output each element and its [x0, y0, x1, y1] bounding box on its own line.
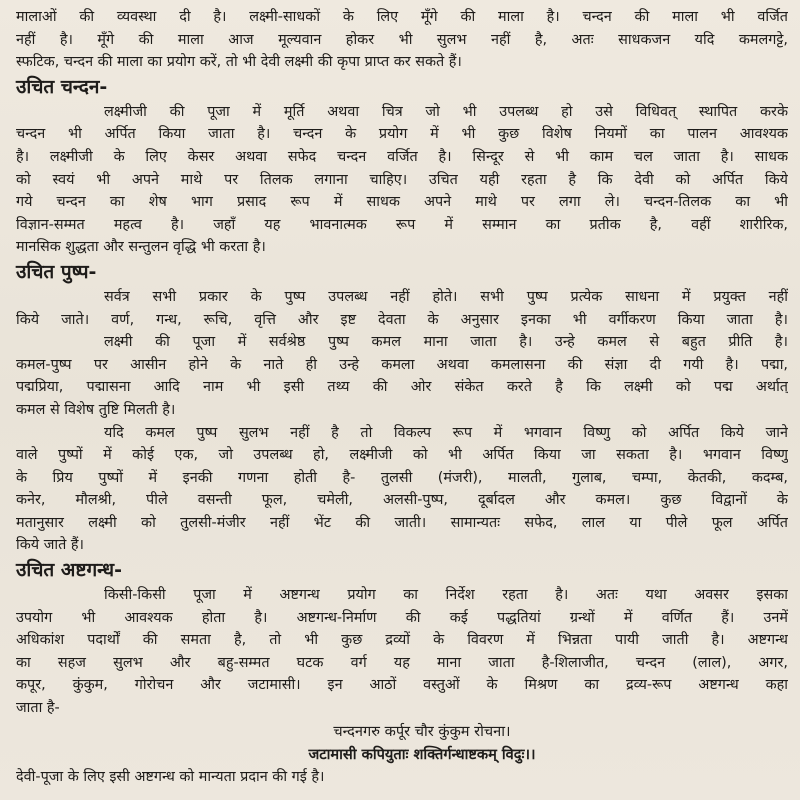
text-line: किये जाते। वर्ण, गन्ध, रूचि, वृत्ति और इष्ट देवता के अनुसार इनका भी वर्गीकरण किया जाता है।: [16, 311, 788, 328]
verse-line: जटामासी कपियुताः शक्तिर्गन्धाष्टकम् विदुः।।: [308, 745, 536, 763]
section-heading-chandan: उचित चन्दन-: [16, 75, 108, 98]
text-line: स्फटिक, चन्दन की माला का प्रयोग करें, तो भी देवी लक्ष्मी की कृपा प्राप्त कर सकते हैं।: [16, 54, 462, 71]
text-line: लक्ष्मीजी की पूजा में मूर्ति अथवा चित्र जो भी उपलब्ध हो उसे विधिवत् स्थापित करके: [104, 103, 788, 120]
text-line: गये चन्दन का शेष भाग प्रसाद रूप में साधक अपने माथे पर लगा ले। चन्दन-तिलक का भी: [16, 194, 788, 211]
text-line: किये जाते हैं।: [16, 537, 84, 554]
text-line: अधिकांश पदार्थों की समता है, तो भी कुछ द्रव्यों के विवरण में भिन्नता पायी जाती है। अष्टगन्ध: [16, 632, 788, 649]
sanskrit-verse: [16, 720, 788, 766]
text-line: किसी-किसी पूजा में अष्टगन्ध प्रयोग का निर्देश रहता है। अतः यथा अवसर इसका: [104, 587, 788, 604]
paragraph-chandan: [16, 101, 788, 259]
text-line: कनेर, मौलश्री, पीले वसन्ती फूल, चमेली, अलसी-पुष्प, दूर्बादल और कमल। कुछ विद्वानों के: [16, 492, 788, 509]
section-heading-pushp: उचित पुष्प-: [16, 260, 97, 283]
text-line: मालाओं की व्यवस्था दी है। लक्ष्मी-साधकों के लिए मूँगे की माला है। चन्दन की माला भी वर्जित: [16, 9, 788, 25]
text-line: चन्दन भी अर्पित किया जाता है। चन्दन के प्रयोग में भी कुछ विशेष नियमों का पालन आवश्यक: [16, 126, 788, 143]
text-line: है। लक्ष्मीजी के लिए केसर अथवा सफेद चन्दन वर्जित है। सिन्दूर से भी काम चल जाता है। साधक: [16, 148, 788, 165]
text-line: यदि कमल पुष्प सुलभ नहीं है तो विकल्प रूप में भगवान विष्णु को अर्पित किये जाने: [104, 424, 788, 441]
section-heading-ashtagandh: उचित अष्टगन्ध-: [16, 559, 122, 582]
text-line: लक्ष्मी की पूजा में सर्वश्रेष्ठ पुष्प कमल माना जाता है। उन्हे कमल से बहुत प्रीति है।: [104, 334, 788, 351]
text-line: पद्मप्रिया, पद्मासना आदि नाम भी इसी तथ्य की ओर संकेत करते है कि लक्ष्मी को पद्म अर्थात्: [16, 379, 788, 396]
verse-line: चन्दनगरु कर्पूर चौर कुंकुम रोचना।: [333, 722, 511, 740]
text-line: मतानुसार लक्ष्मी को तुलसी-मंजीर नहीं भेंट की जाती। सामान्यतः सफेद, लाल या पीले फूल अर्पित: [16, 514, 788, 531]
text-line: का सहज सुलभ और बहु-सम्मत घटक वर्ग यह माना जाता है-शिलाजीत, चन्दन (लाल), अगर,: [16, 654, 788, 671]
text-line: नहीं है। मूँगे की माला आज मूल्यवान होकर भी सुलभ नहीं है, अतः साधकजन यदि कमलगट्टे,: [16, 31, 788, 48]
text-line: के प्रिय पुष्पों में इनकी गणना होती है- तुलसी (मंजरी), मालती, गुलाब, चम्पा, केतकी, कदम्ब,: [16, 469, 788, 486]
text-line: जाता है-: [16, 700, 60, 717]
text-line: को स्वयं भी अपने माथे पर तिलक लगाना चाहिए। उचित यही रहता है कि देवी को अर्पित किये: [16, 171, 788, 188]
text-line: वाले पुष्पों में कोई एक, जो उपलब्ध हो, लक्ष्मीजी को भी अर्पित किया जा सकता है। भगवान विष्णु: [16, 447, 788, 464]
text-line: कपूर, कुंकुम, गोरोचन और जटामासी। इन आठों वस्तुओं के मिश्रण का द्रव्य-रूप अष्टगन्ध कहा: [16, 677, 788, 694]
text-line: उपयोग भी आवश्यक होता है। अष्टगन्ध-निर्माण की कई पद्धतियां ग्रन्थों में वर्णित हैं। उनमें: [16, 609, 788, 626]
text-line: कमल से विशेष तुष्टि मिलती है।: [16, 401, 176, 418]
text-line: विज्ञान-सम्मत महत्व है। जहाँ यह भावनात्मक रूप में सम्मान का प्रतीक है, वहीं शारीरिक,: [16, 216, 788, 233]
text-line: कमल-पुष्प पर आसीन होने के नाते ही उन्हे कमला अथवा कमलासना की संज्ञा दी गयी है। पद्मा,: [16, 356, 788, 373]
paragraph-ashtagandh: [16, 584, 788, 720]
closing-line: देवी-पूजा के लिए इसी अष्टगन्ध को मान्यता प्रदान की गई है।: [16, 768, 325, 785]
intro-paragraph: [16, 6, 788, 74]
paragraph-pushp: [16, 286, 788, 557]
text-line: मानसिक शुद्धता और सन्तुलन वृद्धि भी करता है।: [16, 239, 266, 256]
text-line: सर्वत्र सभी प्रकार के पुष्प उपलब्ध नहीं होते। सभी पुष्प प्रत्येक साधना में प्रयुक्त नहीं: [104, 288, 788, 305]
